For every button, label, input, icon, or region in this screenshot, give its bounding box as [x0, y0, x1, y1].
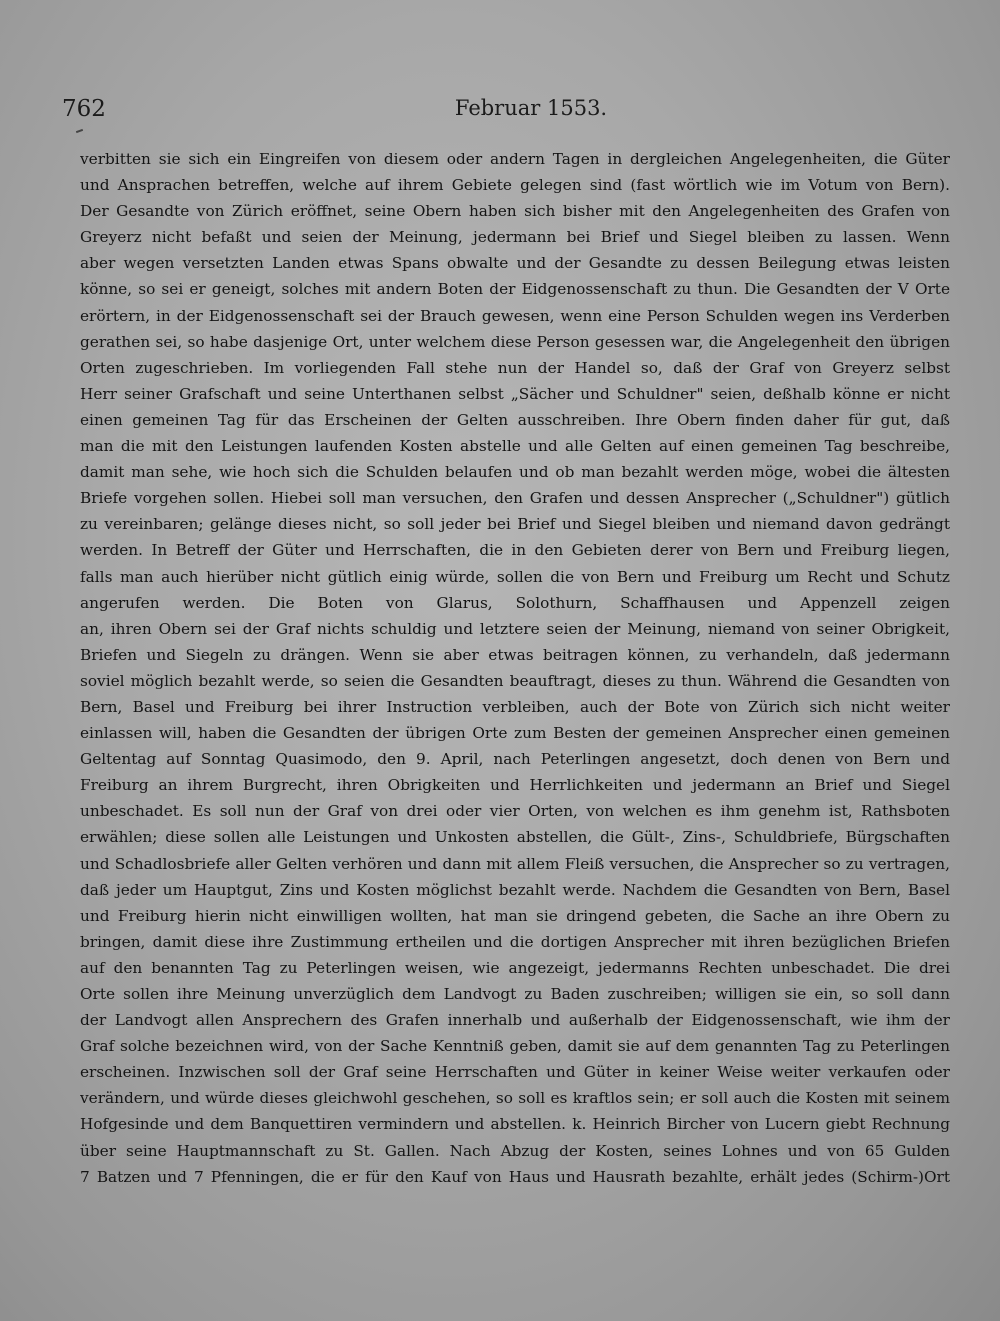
text-line: unbeschadet. Es soll nun der Graf von drei oder vier Orten, von welchen es ihm genehm ist, Rathsboten: [80, 802, 950, 821]
text-line: aber wegen versetzten Landen etwas Spans obwalte und der Gesandte zu dessen Beilegung etwas leisten: [80, 254, 950, 273]
text-line: Bern, Basel und Freiburg bei ihrer Instruction verbleiben, auch der Bote von Zürich sich nicht weiter: [80, 697, 950, 716]
text-line: erscheinen. Inzwischen soll der Graf seine Herrschaften und Güter in keiner Weise weiter verkaufen oder: [80, 1063, 950, 1082]
text-line: verändern, und würde dieses gleichwohl geschehen, so soll es kraftlos sein; er soll auch die Kosten mit seinem: [80, 1089, 950, 1108]
page-header: [62, 96, 920, 132]
text-line: angerufen werden. Die Boten von Glarus, Solothurn, Schaffhausen und Appenzell zeigen: [80, 593, 950, 612]
running-title: Februar 1553.: [454, 96, 608, 120]
text-line: Freiburg an ihrem Burgrecht, ihren Obrigkeiten und Herrlichkeiten und jedermann an Brief und Siegel: [80, 776, 950, 795]
text-line: einlassen will, haben die Gesandten der übrigen Orte zum Besten der gemeinen Ansprecher einen gemeinen: [80, 724, 950, 743]
text-line: Orte sollen ihre Meinung unverzüglich dem Landvogt zu Baden zuschreiben; willigen sie ein, so soll dann: [80, 985, 950, 1003]
text-line: Herr seiner Grafschaft und seine Unterthanen selbst „Sächer und Schuldner" seien, deßhalb könne er nicht: [80, 384, 950, 403]
text-line: erörtern, in der Eidgenossenschaft sei der Brauch gewesen, wenn eine Person Schulden wegen ins Verderben: [80, 306, 950, 325]
text-line: gerathen sei, so habe dasjenige Ort, unter welchem diese Person gesessen war, die Angelegenheit den übrigen: [80, 332, 950, 351]
text-line: und Ansprachen betreffen, welche auf ihrem Gebiete gelegen sind (fast wörtlich wie im Votum von Bern).: [80, 176, 950, 195]
page-number: 762: [62, 96, 106, 122]
text-line: Hofgesinde und dem Banquettiren vermindern und abstellen. k. Heinrich Bircher von Lucern giebt Rechnung: [80, 1115, 950, 1134]
text-line: Greyerz nicht befaßt und seien der Meinung, jedermann bei Brief und Siegel bleiben zu lassen. Wenn: [80, 228, 950, 247]
text-line: bringen, damit diese ihre Zustimmung ertheilen und die dortigen Ansprecher mit ihren bezüglichen Briefen: [80, 932, 950, 951]
text-line: Der Gesandte von Zürich eröffnet, seine Obern haben sich bisher mit den Angelegenheiten des Grafen von: [80, 202, 950, 221]
text-line: auf den benannten Tag zu Peterlingen weisen, wie angezeigt, jedermanns Rechten unbeschadet. Die drei: [80, 958, 950, 977]
text-line: damit man sehe, wie hoch sich die Schulden belaufen und ob man bezahlt werden möge, wobei die ältesten: [80, 463, 950, 482]
text-line: erwählen; diese sollen alle Leistungen und Unkosten abstellen, die Gült-, Zins-, Schuldbriefe, Bürgschaften: [80, 828, 950, 847]
text-line: 7 Batzen und 7 Pfenningen, die er für den Kauf von Haus und Hausrath bezahlte, erhält jedes (Schirm-)Ort: [80, 1167, 950, 1186]
text-line: man die mit den Leistungen laufenden Kosten abstelle und alle Gelten auf einen gemeinen Tag beschreibe,: [80, 437, 950, 456]
text-line: Briefe vorgehen sollen. Hiebei soll man versuchen, den Grafen und dessen Ansprecher („Schuldner") gütlich: [80, 489, 950, 508]
text-line: der Landvogt allen Ansprechern des Grafen innerhalb und außerhalb der Eidgenossenschaft, wie ihm der: [80, 1011, 950, 1030]
text-line: daß jeder um Hauptgut, Zins und Kosten möglichst bezahlt werde. Nachdem die Gesandten von Bern, Basel: [80, 880, 950, 899]
text-line: über seine Hauptmannschaft zu St. Gallen. Nach Abzug der Kosten, seines Lohnes und von 65 Gulden: [80, 1141, 950, 1160]
text-line: könne, so sei er geneigt, solches mit andern Boten der Eidgenossenschaft zu thun. Die Gesandten der V Orte: [80, 280, 950, 299]
body-text: [80, 146, 950, 1190]
text-line: zu vereinbaren; gelänge dieses nicht, so soll jeder bei Brief und Siegel bleiben und niemand davon gedrängt: [80, 515, 950, 534]
text-line: und Freiburg hierin nicht einwilligen wollten, hat man sie dringend gebeten, die Sache an ihre Obern zu: [80, 906, 950, 925]
text-line: Briefen und Siegeln zu drängen. Wenn sie aber etwas beitragen können, zu verhandeln, daß jedermann: [80, 645, 950, 664]
text-line: verbitten sie sich ein Eingreifen von diesem oder andern Tagen in dergleichen Angelegenheiten, die Güter: [80, 150, 950, 168]
text-line: Orten zugeschrieben. Im vorliegenden Fall stehe nun der Handel so, daß der Graf von Greyerz selbst: [80, 358, 950, 377]
text-line: werden. In Betreff der Güter und Herrschaften, die in den Gebieten derer von Bern und Freiburg liegen,: [80, 541, 950, 560]
text-line: einen gemeinen Tag für das Erscheinen der Gelten ausschreiben. Ihre Obern finden daher für gut, daß: [80, 410, 950, 429]
text-line: und Schadlosbriefe aller Gelten verhören und dann mit allem Fleiß versuchen, die Ansprecher so zu vertragen,: [80, 854, 950, 873]
text-line: falls man auch hierüber nicht gütlich einig würde, sollen die von Bern und Freiburg um Recht und Schutz: [80, 567, 950, 586]
text-line: an, ihren Obern sei der Graf nichts schuldig und letztere seien der Meinung, niemand von seiner Obrigkeit,: [80, 619, 950, 638]
text-line: Graf solche bezeichnen wird, von der Sache Kenntniß geben, damit sie auf dem genannten Tag zu Peterlingen: [80, 1037, 950, 1056]
text-line: Geltentag auf Sonntag Quasimodo, den 9. April, nach Peterlingen angesetzt, doch denen von Bern und: [80, 750, 950, 769]
margin-mark: [76, 129, 83, 133]
text-line: soviel möglich bezahlt werde, so seien die Gesandten beauftragt, dieses zu thun. Während die Gesandten von: [80, 671, 950, 690]
